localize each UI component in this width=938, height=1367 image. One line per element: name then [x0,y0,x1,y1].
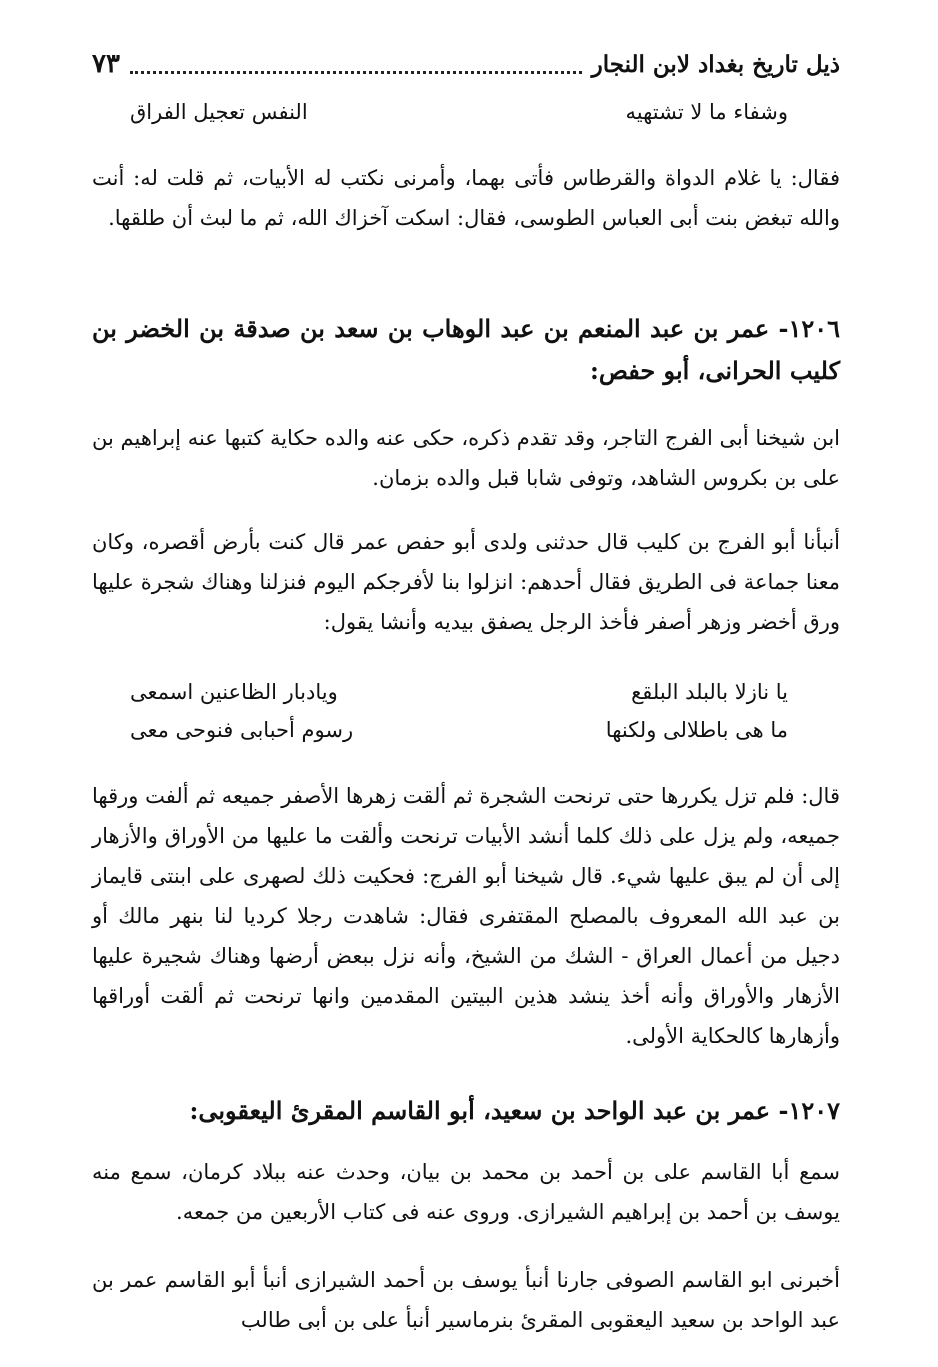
paragraph-1207-isnad: أخبرنى ابو القاسم الصوفى جارنا أنبأ يوسف بن أحمد الشيرازى أنبأ أبو القاسم عمر بن عبد الواحد بن سعيد اليعقوبى المقرئ بنرماسير أنبأ على بن أبى طالب [92,1268,840,1332]
paragraph-story-end: فقال: يا غلام الدواة والقرطاس فأتى بهما، وأمرنى نكتب له الأبيات، ثم قلت له: أنت والله تبغض بنت أبى العباس الطوسى، فقال: اسكت آخزاك الله، ثم ما لبث أن طلقها. [92,166,840,230]
verse-left-hemistich: ويادبار الظاعنين اسمعى [130,680,338,704]
paragraph-1206-narration: أنبأنا أبو الفرج بن كليب قال حدثنى ولدى أبو حفص عمر قال كنت بأرض أقصره، وكان معنا جماعة فى الطريق فقال أحدهم: انزلوا بنا لأفرجكم اليوم فنزلنا وهناك شجرة عليها ورق أخضر وزهر أصفر فأخذ الرجل يصفق بيديه وأنشا يقول: [92,530,840,634]
verse-left-hemistich: النفس تعجيل الفراق [130,100,308,124]
paragraph-1206-bio: ابن شيخنا أبى الفرج التاجر، وقد تقدم ذكره، حكى عنه والده حكاية كتبها عنه إبراهيم بن على بن بكروس الشاهد، وتوفى شابا قبل والده بزمان. [92,426,840,490]
verse-line-1 [130,680,788,704]
verse-line-top [130,100,788,124]
page-number: ٧٣ [92,49,120,79]
verse-left-hemistich: رسوم أحبابى فنوحى معى [130,718,354,742]
paragraph-1207-bio: سمع أبا القاسم على بن أحمد بن محمد بن بيان، وحدث عنه ببلاد كرمان، سمع منه يوسف بن أحمد بن إبراهيم الشيرازى. وروى عنه فى كتاب الأربعين من جمعه. [92,1160,840,1224]
dotted-leader [130,55,582,74]
verse-right-hemistich: وشفاء ما لا تشتهيه [625,100,788,124]
verse-right-hemistich: يا نازلا بالبلد البلقع [631,680,788,704]
entry-heading-1207: ١٢٠٧- عمر بن عبد الواحد بن سعيد، أبو القاسم المقرئ اليعقوبى: [189,1096,840,1125]
verse-line-2 [130,718,788,742]
verse-right-hemistich: ما هى باطلالى ولكنها [605,718,788,742]
entry-heading-1206: ١٢٠٦- عمر بن عبد المنعم بن عبد الوهاب بن سعد بن صدقة بن الخضر بن كليب الحرانى، أبو حفص: [92,314,840,385]
paragraph-1206-story: قال: فلم تزل يكررها حتى ترنحت الشجرة ثم ألقت زهرها الأصفر جميعه ثم ألفت ورقها جميعه، ولم يزل على ذلك كلما أنشد الأبيات ترنحت وألقت ما عليها من الأوراق والأزهار إلى أن لم يبق عليها شيء. قال شيخنا أبو الفرج: فحكيت ذلك لصهرى على ابنتى قايماز بن عبد الله المعروف بالمصلح المقتفرى فقال: شاهدت رجلا كرديا لنا بنهر مالك أو دجيل من أعمال العراق - الشك من الشيخ، وأنه نزل ببعض أرضها وهناك شجيرة عليها الأزهار والأوراق وأنه أخذ ينشد هذين البيتين المقدمين وانها ترنحت ثم ألقت أوراقها وأزهارها كالحكاية الأولى. [92,784,840,1048]
page-header [92,44,840,84]
running-title: ذيل تاريخ بغداد لابن النجار [591,50,840,78]
